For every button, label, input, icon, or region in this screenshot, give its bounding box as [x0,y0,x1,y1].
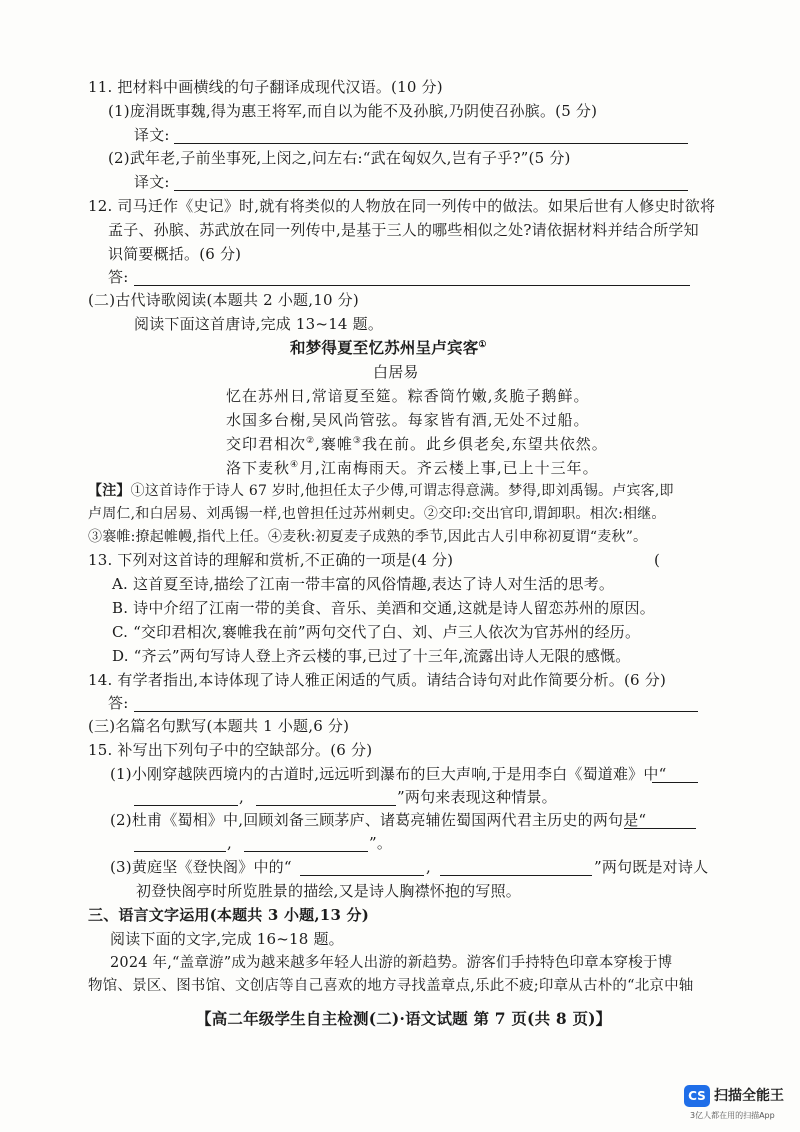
poem-title: 和梦得夏至忆苏州呈卢宾客① [290,338,487,357]
notes-line-2: 卢周仁,和白居易、刘禹锡一样,也曾担任过苏州刺史。②交印:交出官印,谓卸职。相次:相继。 [88,506,666,522]
q15-s2-comma: , [227,834,232,852]
poem-title-note: ① [478,339,487,350]
q15-s3-blank-2[interactable] [440,875,592,876]
part3-intro: 阅读下面的文字,完成 16~18 题。 [110,930,344,948]
notes-label: 【注】 [88,483,131,499]
q11-sub2: (2)武年老,子前坐事死,上闵之,问左右:“武在匈奴久,岂有子乎?”(5 分) [108,149,571,167]
q15-s1-tail: ”两句来表现这种情景。 [397,788,557,806]
q15-s1-text: (1)小刚穿越陕西境内的古道时,远远听到瀑布的巨大声响,于是用李白《蜀道难》中“ [110,765,667,783]
notes-line-1: 【注】①这首诗作于诗人 67 岁时,他担任太子少傅,可谓志得意满。梦得,即刘禹锡。卢宾客,即 [88,483,674,499]
q12-line-3: 识简要概括。(6 分) [108,245,242,263]
q15-s3-blank-1[interactable] [300,875,424,876]
q15-s2-blank-1b[interactable] [134,851,226,852]
camscanner-logo-icon: CS [684,1085,710,1107]
q12-answer-line[interactable] [134,285,690,286]
q11-answer-label-1: 译文: [134,126,170,144]
q12-answer-label: 答: [108,268,129,286]
q13-option-b[interactable]: B. 诗中介绍了江南一带的美食、音乐、美酒和交通,这就是诗人留恋苏州的原因。 [112,599,655,617]
poem-line-4: 洛下麦秋④月,江南梅雨天。齐云楼上事,已上十三年。 [226,459,599,477]
section2-intro: 阅读下面这首唐诗,完成 13~14 题。 [134,315,384,333]
q15-s2-tail: ”。 [369,834,393,852]
q11-answer-line-2[interactable] [174,190,688,191]
poem-line-3: 交印君相次②,褰帷③我在前。此乡俱老矣,东望共依然。 [226,435,608,453]
q15-s2-blank-2[interactable] [244,851,368,852]
q13-stem: 13. 下列对这首诗的理解和赏析,不正确的一项是(4 分) [88,551,454,569]
notes-line-3: ③褰帷:撩起帷幔,指代上任。④麦秋:初夏麦子成熟的季节,因此古人引申称初夏谓“麦秋”。 [88,529,648,545]
poem-line-2: 水国多台榭,吴风尚管弦。每家皆有酒,无处不过船。 [226,411,590,429]
part3-passage-line-2: 物馆、景区、图书馆、文创店等自己喜欢的地方寻找盖章点,乐此不疲;印章从古朴的“北京中轴 [88,978,694,994]
q11-stem: 11. 把材料中画横线的句子翻译成现代汉语。(10 分) [88,78,443,96]
q11-answer-label-2: 译文: [134,173,170,191]
q13-option-c[interactable]: C. “交印君相次,褰帷我在前”两句交代了白、刘、卢三人依次为官苏州的经历。 [112,623,641,641]
q13-option-a[interactable]: A. 这首夏至诗,描绘了江南一带丰富的风俗情趣,表达了诗人对生活的思考。 [112,575,615,593]
q11-answer-line-1[interactable] [174,143,688,144]
q14-stem: 14. 有学者指出,本诗体现了诗人雅正闲适的气质。请结合诗句对此作简要分析。(6 分) [88,671,667,689]
q15-s3-text: (3)黄庭坚《登快阁》中的“ [110,858,292,876]
q13-answer-paren[interactable]: ( [654,551,661,569]
q15-s1-blank-1b[interactable] [134,805,238,806]
q15-s3-tail: ”两句既是对诗人 [594,858,709,876]
page-footer: 【高二年级学生自主检测(二)·语文试题 第 7 页(共 8 页)】 [196,1009,612,1028]
q14-answer-line[interactable] [134,711,698,712]
q15-s2-text: (2)杜甫《蜀相》中,回顾刘备三顾茅庐、诸葛亮辅佐蜀国两代君主历史的两句是“ [110,811,647,829]
section3-heading: (三)名篇名句默写(本题共 1 小题,6 分) [88,717,350,735]
q14-answer-label: 答: [108,694,129,712]
q12-line-2: 孟子、孙膑、苏武放在同一列传中,是基于三人的哪些相似之处?请依据材料并结合所学知 [108,221,699,239]
poem-line-1: 忆在苏州日,常谙夏至筵。粽香筒竹嫩,炙脆子鹅鲜。 [226,387,590,405]
camscanner-tagline: 3亿人都在用的扫描App [690,1111,775,1120]
part3-passage-line-1: 2024 年,“盖章游”成为越来越多年轻人出游的新趋势。游客们手持特色印章本穿梭于博 [110,955,673,971]
q15-s1-comma: , [239,788,244,806]
q15-s3-line-2: 初登快阁亭时所览胜景的描绘,又是诗人胸襟怀抱的写照。 [136,882,521,900]
poem-author: 白居易 [373,363,419,381]
q15-s1-blank-2[interactable] [256,805,396,806]
q11-sub1: (1)庞涓既事魏,得为惠王将军,而自以为能不及孙膑,乃阴使召孙膑。(5 分) [108,102,598,120]
q13-option-d[interactable]: D. “齐云”两句写诗人登上齐云楼的事,已过了十三年,流露出诗人无限的感慨。 [112,647,631,665]
q15-s1-blank-1a[interactable] [652,782,698,783]
section2-heading: (二)古代诗歌阅读(本题共 2 小题,10 分) [88,291,359,309]
q12-line-1: 12. 司马迁作《史记》时,就有将类似的人物放在同一列传中的做法。如果后世有人修史时欲将 [88,197,716,215]
q15-stem: 15. 补写出下列句子中的空缺部分。(6 分) [88,741,373,759]
q15-s2-blank-1a[interactable] [624,828,696,829]
q15-s3-comma: , [426,858,431,876]
part3-heading: 三、语言文字运用(本题共 3 小题,13 分) [88,906,369,924]
camscanner-name: 扫描全能王 [714,1088,784,1104]
